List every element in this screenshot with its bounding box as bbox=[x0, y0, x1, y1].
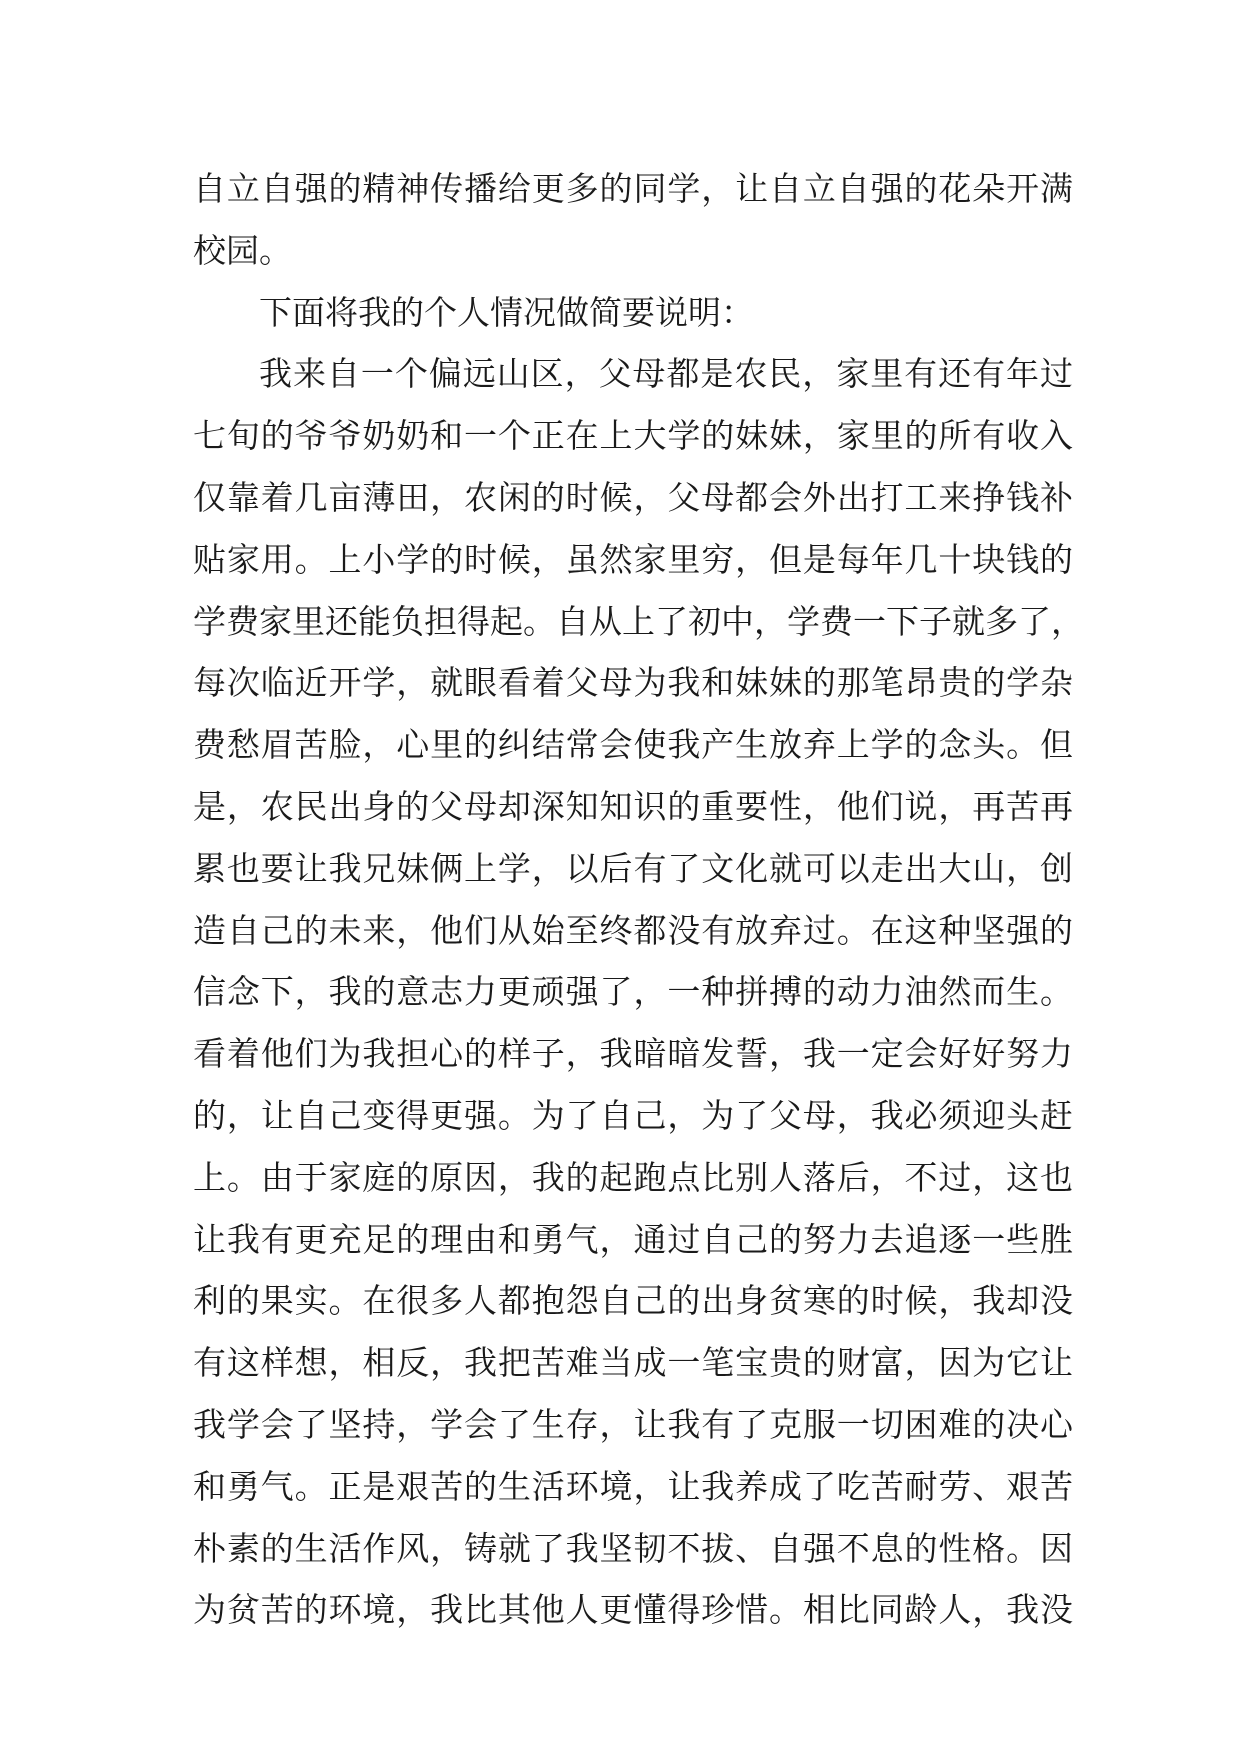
text-line: 累也要让我兄妹俩上学，以后有了文化就可以走出大山，创 bbox=[193, 848, 1073, 888]
text-line: 朴素的生活作风，铸就了我坚韧不拔、自强不息的性格。因 bbox=[193, 1528, 1073, 1568]
text-line: 让我有更充足的理由和勇气，通过自己的努力去追逐一些胜 bbox=[193, 1219, 1073, 1259]
text-line: 看着他们为我担心的样子，我暗暗发誓，我一定会好好努力 bbox=[193, 1034, 1073, 1074]
text-line: 利的果实。在很多人都抱怨自己的出身贫寒的时候，我却没 bbox=[193, 1281, 1073, 1321]
text-line: 有这样想，相反，我把苦难当成一笔宝贵的财富，因为它让 bbox=[193, 1343, 1073, 1383]
text-line: 仅靠着几亩薄田，农闲的时候，父母都会外出打工来挣钱补 bbox=[193, 477, 1073, 517]
text-line: 七旬的爷爷奶奶和一个正在上大学的妹妹，家里的所有收入 bbox=[193, 416, 1073, 456]
text-line: 下面将我的个人情况做简要说明： bbox=[259, 292, 754, 332]
text-line: 造自己的未来，他们从始至终都没有放弃过。在这种坚强的 bbox=[193, 910, 1073, 950]
text-line: 为贫苦的环境，我比其他人更懂得珍惜。相比同龄人，我没 bbox=[193, 1590, 1073, 1630]
text-line: 我学会了坚持，学会了生存，让我有了克服一切困难的决心 bbox=[193, 1404, 1073, 1444]
text-line: 信念下，我的意志力更顽强了，一种拼搏的动力油然而生。 bbox=[193, 972, 1073, 1012]
text-line: 校园。 bbox=[193, 230, 292, 270]
text-line: 学费家里还能负担得起。自从上了初中，学费一下子就多了， bbox=[193, 601, 1084, 641]
text-line: 每次临近开学，就眼看着父母为我和妹妹的那笔昂贵的学杂 bbox=[193, 663, 1073, 703]
text-line: 是，农民出身的父母却深知知识的重要性，他们说，再苦再 bbox=[193, 786, 1073, 826]
text-line: 和勇气。正是艰苦的生活环境，让我养成了吃苦耐劳、艰苦 bbox=[193, 1466, 1073, 1506]
body-text bbox=[193, 158, 1084, 1641]
text-line: 的，让自己变得更强。为了自己，为了父母，我必须迎头赶 bbox=[193, 1095, 1073, 1135]
text-line: 贴家用。上小学的时候，虽然家里穷，但是每年几十块钱的 bbox=[193, 539, 1073, 579]
text-line: 上。由于家庭的原因，我的起跑点比别人落后，不过，这也 bbox=[193, 1157, 1073, 1197]
text-line: 我来自一个偏远山区，父母都是农民，家里有还有年过 bbox=[259, 354, 1073, 394]
text-line: 自立自强的精神传播给更多的同学，让自立自强的花朵开满 bbox=[193, 169, 1073, 208]
text-line: 费愁眉苦脸，心里的纠结常会使我产生放弃上学的念头。但 bbox=[193, 725, 1073, 765]
